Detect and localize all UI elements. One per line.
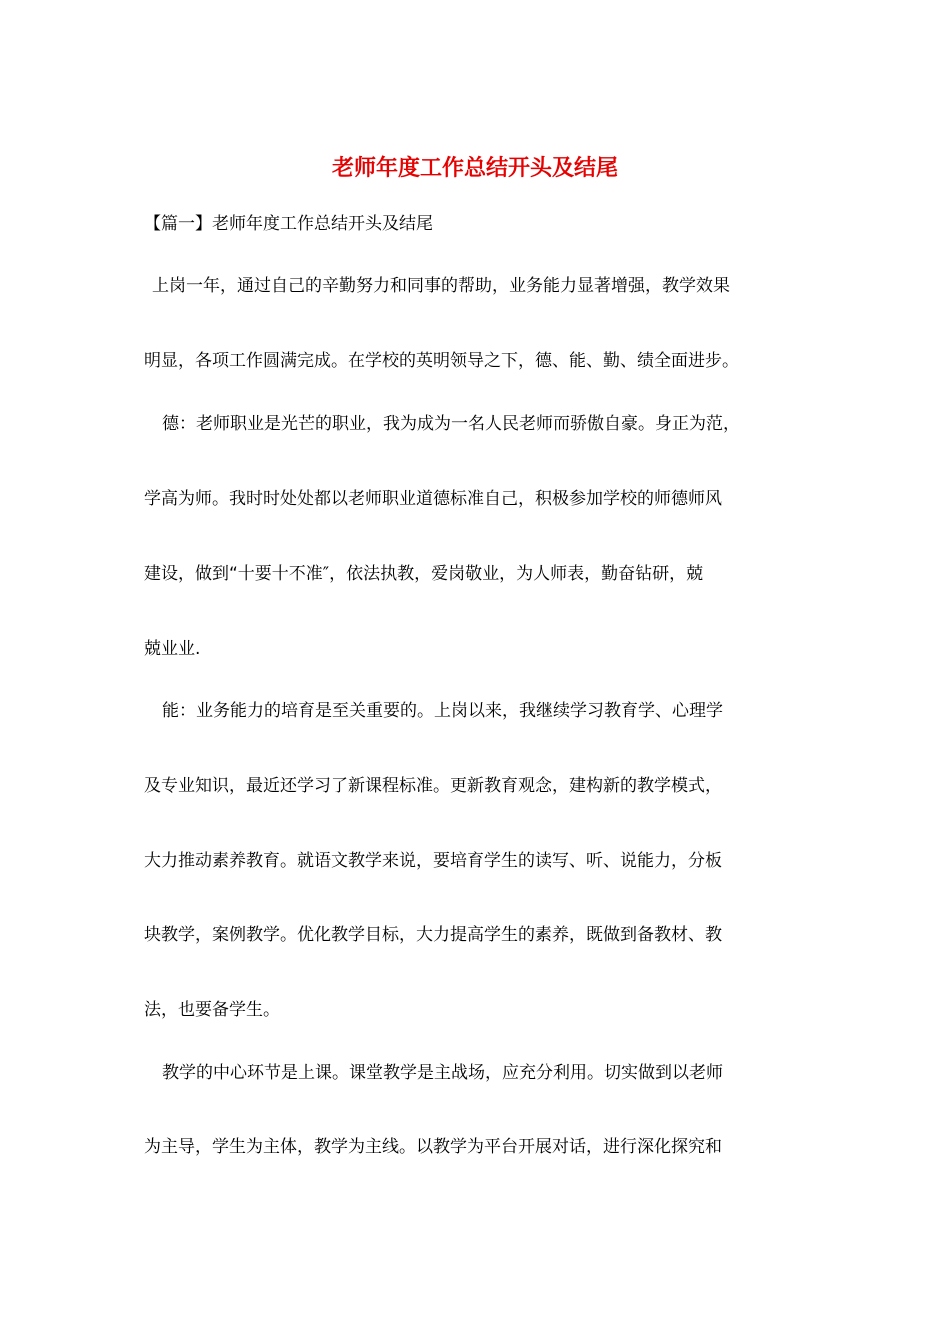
paragraph-line: 法，也要备学生。 [144,1000,280,1020]
paragraph-line: 块教学，案例教学。优化教学目标，大力提高学生的素养，既做到备教材、教 [144,925,722,945]
paragraph-line: 德：老师职业是光芒的职业，我为成为一名人民老师而骄傲自豪。身正为范， [162,414,740,434]
paragraph-line: 兢业业. [144,639,201,659]
paragraph-line: 能：业务能力的培育是至关重要的。上岗以来，我继续学习教育学、心理学 [162,701,723,721]
paragraph-line: 教学的中心环节是上课。课堂教学是主战场，应充分利用。切实做到以老师 [162,1063,723,1083]
paragraph-line: 上岗一年，通过自己的辛勤努力和同事的帮助，业务能力显著增强，教学效果 [152,276,730,296]
document-title: 老师年度工作总结开头及结尾 [331,155,618,181]
paragraph-line: 为主导，学生为主体，教学为主线。以教学为平台开展对话，进行深化探究和 [144,1137,722,1157]
paragraph-line: 建设，做到“十要十不准″，依法执教，爱岗敬业，为人师表，勤奋钻研，兢 [144,564,704,584]
paragraph-line: 大力推动素养教育。就语文教学来说，要培育学生的读写、听、说能力，分板 [144,851,722,871]
paragraph-line: 明显，各项工作圆满完成。在学校的英明领导之下，德、能、勤、绩全面进步。 [144,351,739,371]
section-heading: 【篇一】老师年度工作总结开头及结尾 [144,214,433,234]
paragraph-line: 学高为师。我时时处处都以老师职业道德标准自己，积极参加学校的师德师风 [144,489,722,509]
paragraph-line: 及专业知识，最近还学习了新课程标准。更新教育观念，建构新的教学模式， [144,776,722,796]
